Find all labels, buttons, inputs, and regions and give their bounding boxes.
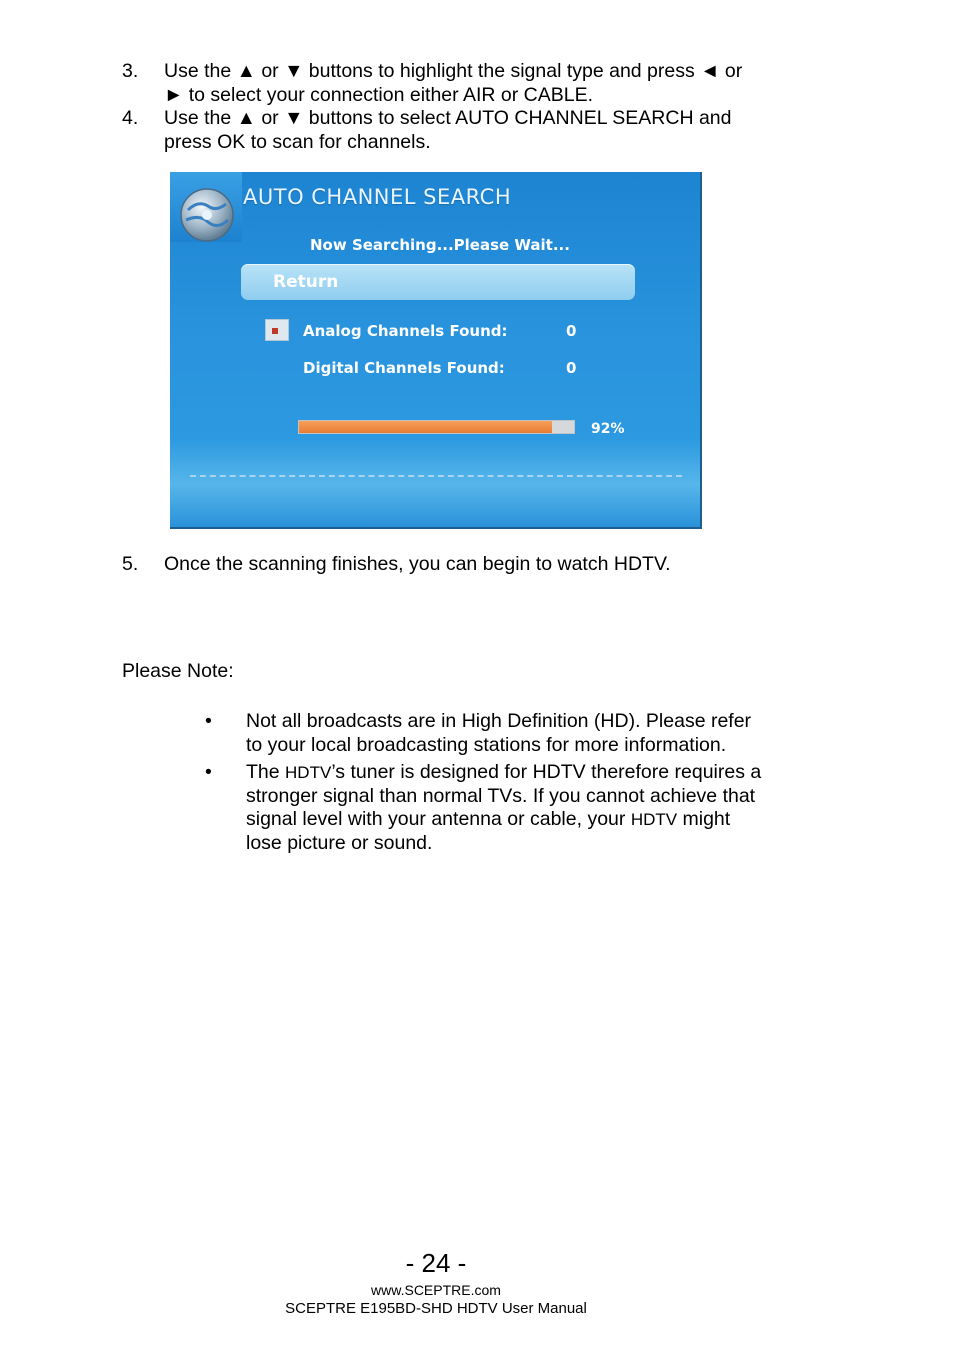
page-number: - 24 - xyxy=(405,1248,467,1278)
note-heading: Please Note: xyxy=(122,660,234,682)
bullet-text-line xyxy=(246,761,806,785)
step-text-line: Once the scanning finishes, you can begin to watch HDTV. xyxy=(164,553,671,575)
screen-title: AUTO CHANNEL SEARCH xyxy=(243,185,512,209)
step-number: 4. xyxy=(122,107,139,129)
bullet-text-line: Not all broadcasts are in High Definition (HD). Please refer xyxy=(246,710,752,732)
step-number: 5. xyxy=(122,553,139,575)
return-label: Return xyxy=(273,272,339,292)
bullet-text: ’s tuner is designed for HDTV therefore requires a xyxy=(331,761,762,783)
search-progress-fill xyxy=(299,421,552,433)
bullet-text-line: to your local broadcasting stations for more information. xyxy=(246,733,727,756)
search-progress-bar xyxy=(298,420,575,434)
search-progress-label: 92% xyxy=(591,421,625,437)
hdtv-term: HDTV xyxy=(285,763,332,782)
footer-url: www.SCEPTRE.com xyxy=(371,1282,501,1298)
step-text-line: press OK to scan for channels. xyxy=(164,130,431,153)
channel-icon xyxy=(265,319,289,341)
bullet-dot: • xyxy=(205,710,212,732)
bullet-text: The xyxy=(246,761,286,783)
bullet-text-line xyxy=(246,808,806,832)
bullet-text-line: stronger signal than normal TVs. If you cannot achieve that xyxy=(246,784,756,807)
bullet-text: signal level with your antenna or cable, your xyxy=(246,808,631,830)
digital-channels-value: 0 xyxy=(566,359,577,377)
analog-channels-value: 0 xyxy=(566,322,577,340)
digital-channels-label: Digital Channels Found: xyxy=(303,359,505,377)
step-number: 3. xyxy=(122,60,139,82)
search-status: Now Searching...Please Wait... xyxy=(310,236,570,254)
bullet-text: might xyxy=(677,808,731,830)
return-button[interactable] xyxy=(241,264,635,300)
bullet-dot: • xyxy=(205,761,212,783)
analog-channels-label: Analog Channels Found: xyxy=(303,322,508,340)
step-text-line: Use the ▲ or ▼ buttons to select AUTO CHANNEL SEARCH and xyxy=(164,107,732,129)
footer-manual-title: SCEPTRE E195BD-SHD HDTV User Manual xyxy=(285,1300,587,1317)
globe-icon xyxy=(178,186,236,244)
bullet-text-line: lose picture or sound. xyxy=(246,831,433,854)
hdtv-term: HDTV xyxy=(630,810,678,829)
step-text-line: ► to select your connection either AIR or CABLE. xyxy=(164,83,594,106)
step-text-line: Use the ▲ or ▼ buttons to highlight the signal type and press ◄ or xyxy=(164,60,743,82)
screen-divider xyxy=(190,475,682,477)
auto-channel-search-screen xyxy=(170,172,702,529)
